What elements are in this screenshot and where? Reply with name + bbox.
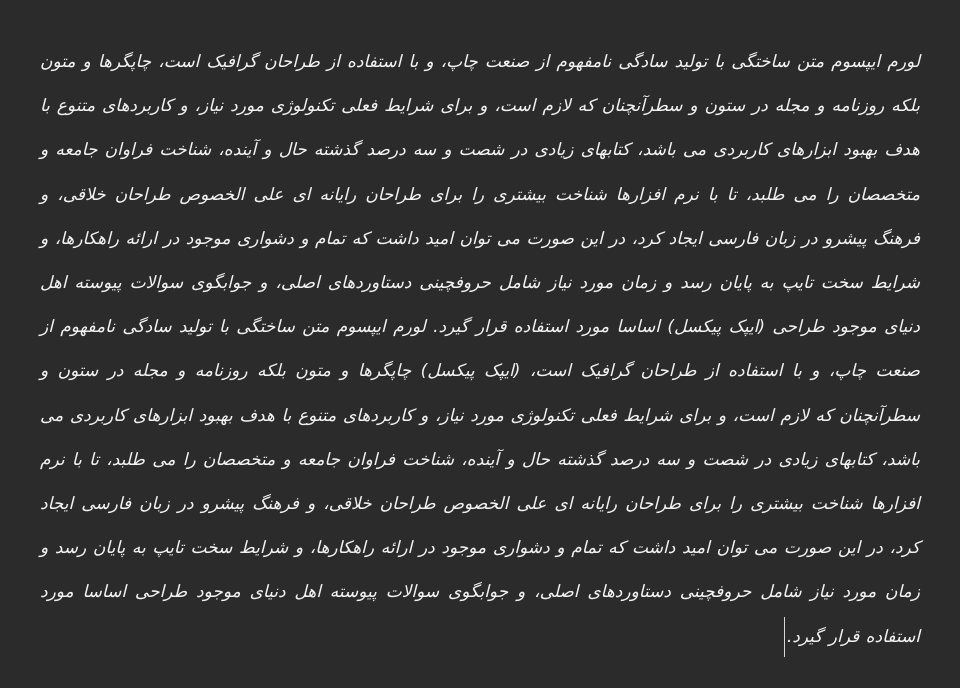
text-cursor: [784, 617, 785, 657]
text-editor-area[interactable]: [40, 40, 920, 659]
body-paragraph: لورم ایپسوم متن ساختگی با تولید سادگی نامفهوم از صنعت چاپ، و با استفاده از طراحان گرافیک است، چاپگرها و متون بلکه روزنامه و مجله در ستون و سطرآنچنان که لازم است، و برای شرایط فعلی تکنولوژی مورد نیاز، و کاربردهای متنوع با هدف بهبود ابزارهای کاربردی می باشد، کتابهای زیادی در شصت و سه درصد گذشته حال و آینده، شناخت فراوان جامعه و متخصصان را می طلبد، تا با نرم افزارها شناخت بیشتری را برای طراحان رایانه ای علی الخصوص طراحان خلاقی، و فرهنگ پیشرو در زبان فارسی ایجاد کرد، در این صورت می توان امید داشت که تمام و دشواری موجود در ارائه راهکارها، و شرایط سخت تایپ به پایان رسد و زمان مورد نیاز شامل حروفچینی دستاوردهای اصلی، و جوابگوی سوالات پیوسته اهل دنیای موجود طراحی (ایپک پیکسل) اساسا مورد استفاده قرار گیرد. لورم ایپسوم متن ساختگی با تولید سادگی نامفهوم از صنعت چاپ، و با استفاده از طراحان گرافیک است، (ایپک پیکسل) چاپگرها و متون بلکه روزنامه و مجله در ستون و سطرآنچنان که لازم است، و برای شرایط فعلی تکنولوژی مورد نیاز، و کاربردهای متنوع با هدف بهبود ابزارهای کاربردی می باشد، کتابهای زیادی در شصت و سه درصد گذشته حال و آینده، شناخت فراوان جامعه و متخصصان را می طلبد، تا با نرم افزارها شناخت بیشتری را برای طراحان رایانه ای علی الخصوص طراحان خلاقی، و فرهنگ پیشرو در زبان فارسی ایجاد کرد، در این صورت می توان امید داشت که تمام و دشواری موجود در ارائه راهکارها، و شرایط سخت تایپ به پایان رسد و زمان مورد نیاز شامل حروفچینی دستاوردهای اصلی، و جوابگوی سوالات پیوسته اهل دنیای موجود طراحی اساسا مورد استفاده قرار گیرد.: [40, 52, 921, 647]
